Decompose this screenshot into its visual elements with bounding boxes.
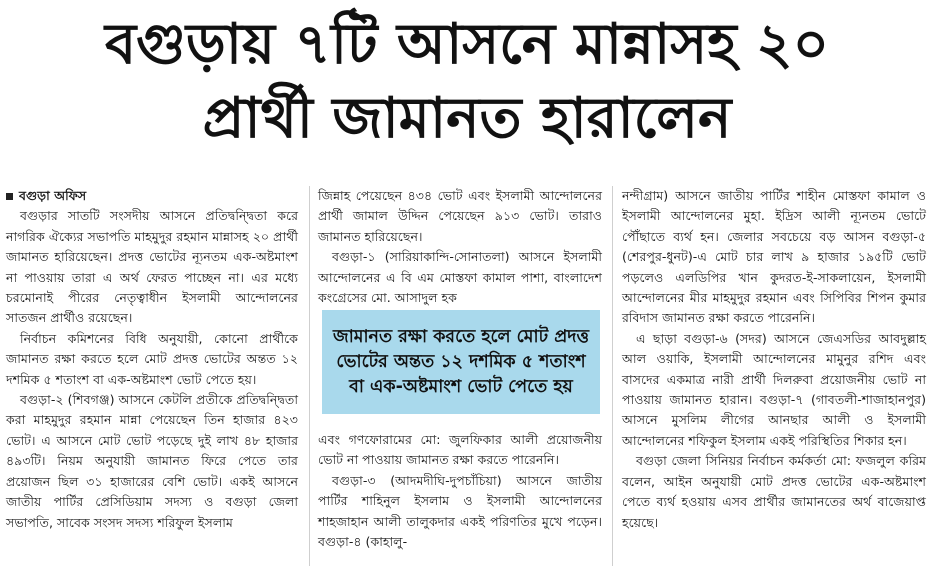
paragraph: বগুড়া-১ (সারিয়াকান্দি-সোনাতলা) আসনে ইসলামী আন্দোলনের এ বি এম মোস্তফা কামাল পাশা, বাংলাদেশ কংগ্রেসের মো. আসাদুল হক [318,249,602,306]
paragraph: বগুড়া-২ (শিবগঞ্জ) আসনে কেটলি প্রতীকে প্রতিদ্বন্দ্বিতা করা মাহমুদুর রহমান মান্না পেয়েছেন তিন হাজার ৪২৩ ভোট। এ আসনে মোট ভোট পড়েছে দুই লাখ ৪৮ হাজার ৪৯৩টি। নিয়ম অনুযায়ী জামানত ফিরে পেতে তার প্রয়োজন ছিল ৩১ হাজারের বেশি ভোট। একই আসনে জাতীয় পার্টির প্রেসিডিয়াম সদস্য ও বগুড়া জেলা সভাপতি, সাবেক সংসদ সদস্য শরিফুল ইসলাম [6,392,298,530]
article-column-3 [622,186,926,533]
headline-line-1: বগুড়ায় ৭টি আসনে মান্নাসহ ২০ [105,12,829,77]
paragraph: এ ছাড়া বগুড়া-৬ (সদর) আসনে জেএসডির আবদুল্লাহ আল ওয়াকি, ইসলামী আন্দোলনের মামুনুর রশিদ এবং বাসদের একমাত্র নারী প্রার্থী দিলরুবা প্রয়োজনীয় ভোট না পাওয়ায় জামানত হারান। বগুড়া-৭ (গাবতলী-শাজাহানপুর) আসনে মুসলিম লীগের আনছার আলী ও ইসলামী আন্দোলনের শফিকুল ইসলাম একই পরিস্থিতির শিকার হন। [622,330,926,448]
byline-text: বগুড়া অফিস [19,188,87,203]
paragraph: বগুড়া-৩ (আদমদীঘি-দুপচাঁচিয়া) আসনে জাতীয় পার্টির শাহিনুল ইসলাম ও ইসলামী আন্দোলনের শাহজাহান আলী তালুকদার একই পরিণতির মুখে পড়েন। বগুড়া-৪ (কাহালু- [318,472,602,550]
paragraph: নন্দীগ্রাম) আসনে জাতীয় পার্টির শাহীন মোস্তফা কামাল ও ইসলামী আন্দোলনের মুহা. ইদ্রিস আলী ন্যূনতম ভোটে পৌঁছাতে ব্যর্থ হন। জেলার সবচেয়ে বড় আসন বগুড়া-৫ (শেরপুর-ধুনট)-এ মোট চার লাখ ৯ হাজার ১৯৫টি ভোট পড়লেও এলডিপির খান কুদরত-ই-সাকলায়েন, ইসলামী আন্দোলনের মীর মাহমুদুর রহমান এবং সিপিবির শিপন কুমার রবিদাস জামানত রক্ষা করতে পারেননি। [622,188,926,326]
paragraph: নির্বাচন কমিশনের বিধি অনুযায়ী, কোনো প্রার্থীকে জামানত রক্ষা করতে হলে মোট প্রদত্ত ভোটের অন্তত ১২ দশমিক ৫ শতাংশ বা এক-অষ্টমাংশ ভোট পেতে হয়। [6,330,298,387]
column-2-bottom [318,430,602,552]
column-divider [309,186,310,566]
paragraph: জিন্নাহ পেয়েছেন ৪৩৪ ভোট এবং ইসলামী আন্দোলনের প্রার্থী জামাল উদ্দিন পেয়েছেন ৯১৩ ভোট। তারাও জামানত হারিয়েছেন। [318,188,602,244]
article-column-1 [6,186,298,533]
headline-line-2: প্রার্থী জামানত হারালেন [202,86,732,151]
paragraph: এবং গণফোরামের মো: জুলফিকার আলী প্রয়োজনীয় ভোট না পাওয়ায় জামানত রক্ষা করতে পারেননি। [318,432,602,468]
paragraph: বগুড়া জেলা সিনিয়র নির্বাচন কর্মকর্তা মো: ফজলুল করিম বলেন, আইন অনুযায়ী মোট প্রদত্ত ভোটের এক-অষ্টমাংশ পেতে ব্যর্থ হওয়ায় এসব প্রার্থীর জামানতের অর্থ বাজেয়াপ্ত হয়েছে। [622,453,926,530]
pull-quote: জামানত রক্ষা করতে হলে মোট প্রদত্ত ভোটের অন্তত ১২ দশমিক ৫ শতাংশ বা এক-অষ্টমাংশ ভোট পেতে হয় [322,310,600,414]
byline [6,186,298,206]
byline-square-icon [6,193,13,200]
paragraph: বগুড়ার সাতটি সংসদীয় আসনে প্রতিদ্বন্দ্বিতা করে নাগরিক ঐক্যের সভাপতি মাহমুদুর রহমান মান্নাসহ ২০ প্রার্থী জামানত হারিয়েছেন। প্রদত্ত ভোটের ন্যূনতম এক-অষ্টমাংশ না পাওয়ায় তারা এ অর্থ ফেরত পাচ্ছেন না। এর মধ্যে চরমোনাই পীরের নেতৃত্বাধীন ইসলামী আন্দোলনের সাতজন প্রার্থীও রয়েছেন। [6,208,298,326]
headline [0,8,934,156]
column-2-top [318,186,602,308]
column-divider [612,186,613,566]
